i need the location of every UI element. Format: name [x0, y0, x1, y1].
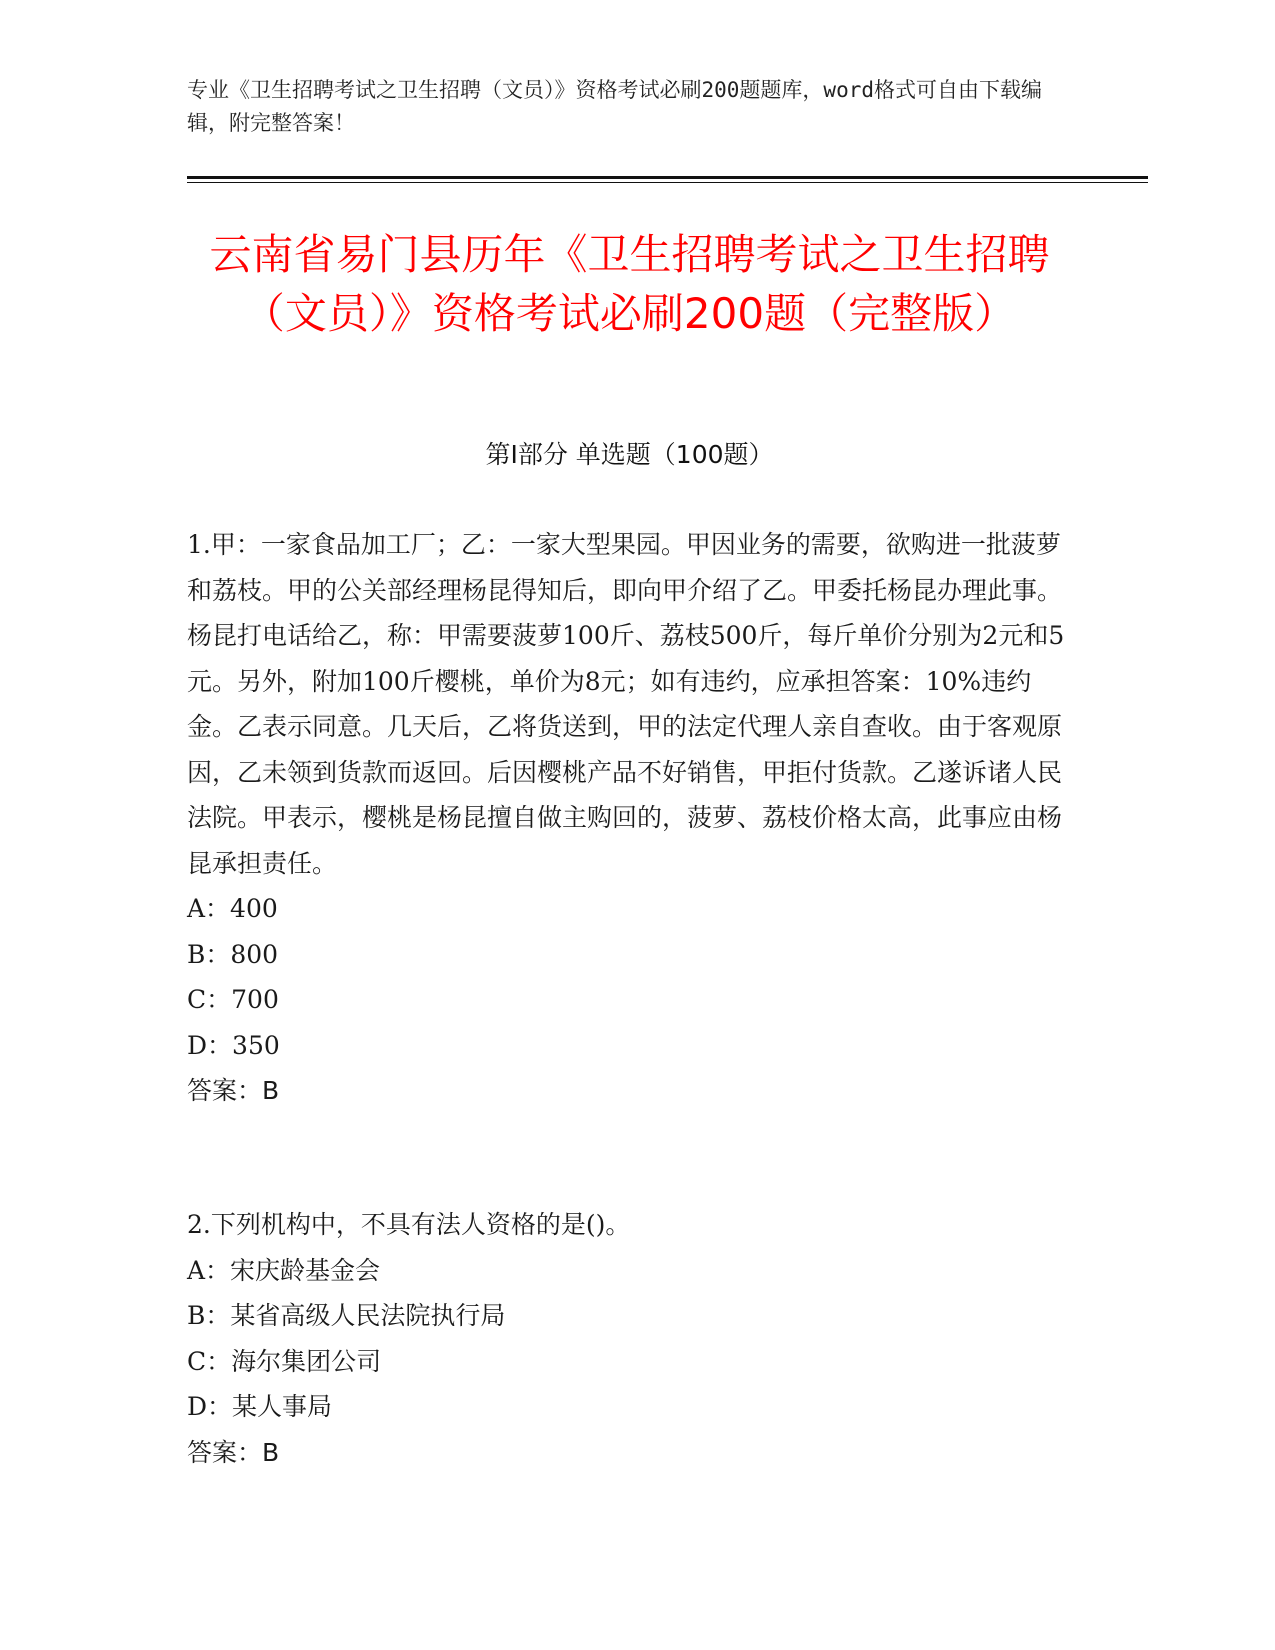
document-title: 云南省易门县历年《卫生招聘考试之卫生招聘（文员）》资格考试必刷200题（完整版） — [209, 230, 1050, 338]
option-a: A：400 — [187, 894, 278, 923]
header-divider-thick — [187, 176, 1148, 179]
answer: 答案：B — [187, 1076, 280, 1105]
option-d: D：某人事局 — [187, 1392, 333, 1421]
option-a: A：宋庆龄基金会 — [187, 1255, 381, 1285]
option-b: B：某省高级人民法院执行局 — [187, 1301, 506, 1330]
header-divider-thin — [187, 182, 1148, 183]
option-c: C：700 — [187, 985, 279, 1014]
answer: 答案：B — [187, 1437, 280, 1467]
option-b: B：800 — [187, 939, 279, 969]
option-d: D：350 — [187, 1030, 280, 1060]
option-c: C：海尔集团公司 — [187, 1346, 382, 1376]
question-stem: 1.甲：一家食品加工厂；乙：一家大型果园。甲因业务的需要，欲购进一批菠萝和荔枝。甲的公关部经理杨昆得知后，即向甲介绍了乙。甲委托杨昆办理此事。杨昆打电话给乙，称：甲需要菠萝100斤、荔枝500斤，每斤单价分别为2元和5元。另外，附加100斤樱桃，单价为8元；如有违约，应承担答案：10%违约金。乙表示同意。几天后，乙将货送到，甲的法定代理人亲自查收。由于客观原因，乙未领到货款而返回。后因樱桃产品不好销售，甲拒付货款。乙遂诉诸人民法院。甲表示，樱桃是杨昆擅自做主购回的，菠萝、荔枝价格太高，此事应由杨昆承担责任。 — [187, 530, 1065, 878]
question-1 — [187, 522, 1067, 1114]
question-stem: 2.下列机构中，不具有法人资格的是()。 — [187, 1210, 631, 1239]
section-heading: 第I部分 单选题（100题） — [485, 440, 774, 469]
question-2 — [187, 1202, 1067, 1475]
header-note: 专业《卫生招聘考试之卫生招聘（文员）》资格考试必刷200题题库，word格式可自由下载编辑，附完整答案！ — [187, 78, 1042, 135]
